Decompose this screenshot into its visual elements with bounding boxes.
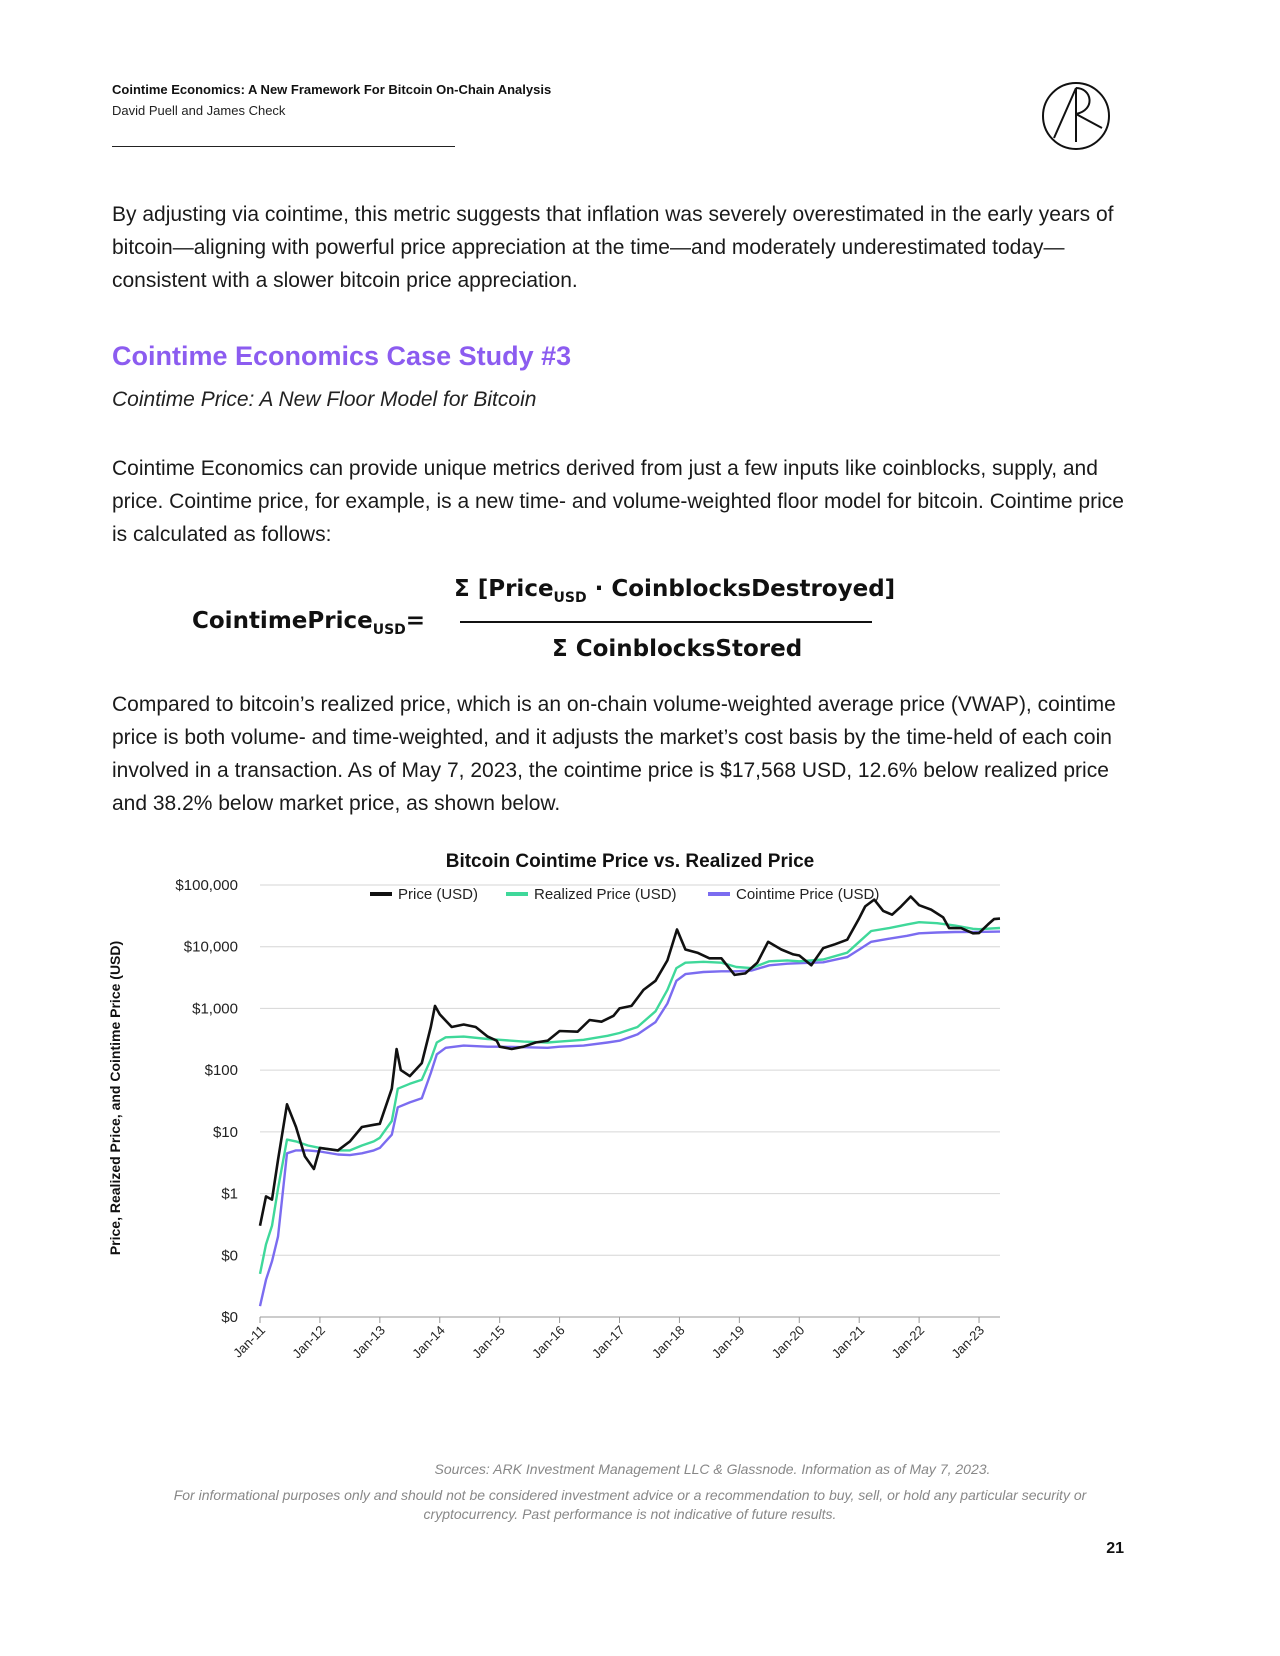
legend-label: Price (USD) bbox=[398, 886, 479, 903]
formula-fraction-bar bbox=[460, 621, 872, 623]
paragraph-realized-comparison: Compared to bitcoin’s realized price, which is an on-chain volume-weighted average price (VWAP), cointime price is both volume- and time-weighted, and it adjusts the market’s cost basis by the time-held of each coin involved in a transaction. As of May 7, 2023, the cointime price is $17,568 USD, 12.6% below realized price and 38.2% below market price, as shown below. bbox=[112, 693, 1116, 815]
chart-gridlines bbox=[260, 885, 1000, 1317]
y-tick-label: $0 bbox=[221, 1309, 238, 1326]
y-tick-label: $10,000 bbox=[183, 938, 238, 956]
page-number: 21 bbox=[1106, 1540, 1124, 1557]
y-axis-ticks bbox=[175, 877, 238, 1326]
chart-series bbox=[260, 897, 1000, 1307]
disclaimer: For informational purposes only and should not be considered investment advice or a recommendation to buy, sell, or hold any particular security or cryptocurrency. Past performance is not indicative of future results. bbox=[173, 1487, 1087, 1522]
formula-lhs-subscript: USD bbox=[372, 622, 406, 638]
y-tick-label: $1,000 bbox=[192, 1000, 238, 1018]
chart-legend bbox=[370, 886, 879, 903]
paragraph-inflation: By adjusting via cointime, this metric suggests that inflation was severely overestimated in the early years of bitcoin—aligning with powerful price appreciation at the time—and moderately underestimated today—consistent with a slower bitcoin price appreciation. bbox=[112, 203, 1114, 292]
y-tick-label: $0 bbox=[221, 1247, 238, 1265]
x-tick-label: Jan-23 bbox=[948, 1322, 988, 1362]
x-tick-label: Jan-13 bbox=[349, 1322, 388, 1362]
formula-lhs-text: CointimePrice bbox=[192, 608, 373, 634]
formula-lhs bbox=[192, 608, 426, 638]
x-axis bbox=[230, 1317, 1000, 1361]
x-tick-label: Jan-21 bbox=[828, 1322, 868, 1362]
cointime-price-formula bbox=[0, 570, 1280, 670]
y-tick-label: $1 bbox=[221, 1185, 238, 1203]
document-title: Cointime Economics: A New Framework For Bitcoin On-Chain Analysis bbox=[112, 82, 552, 97]
series-line-cointime-price-usd bbox=[260, 932, 1000, 1307]
x-tick-label: Jan-20 bbox=[768, 1322, 808, 1362]
header-rule bbox=[112, 146, 455, 147]
x-tick-label: Jan-14 bbox=[409, 1322, 448, 1362]
x-tick-label: Jan-15 bbox=[469, 1322, 508, 1362]
x-tick-label: Jan-18 bbox=[648, 1322, 688, 1362]
x-tick-label: Jan-12 bbox=[289, 1322, 329, 1362]
paragraph-cointime-intro: Cointime Economics can provide unique metrics derived from just a few inputs like coinblocks, supply, and price. Cointime price, for example, is a new time- and volume-weighted floor model for bitcoin. Cointime price is calculated as follows: bbox=[112, 457, 1124, 546]
formula-num-prefix: Σ [Price bbox=[454, 576, 554, 602]
formula-num-subscript: USD bbox=[553, 590, 587, 606]
document-authors: David Puell and James Check bbox=[112, 103, 286, 118]
formula-numerator bbox=[454, 576, 896, 606]
x-tick-label: Jan-11 bbox=[230, 1322, 269, 1361]
x-tick-label: Jan-19 bbox=[708, 1322, 748, 1362]
formula-equals: = bbox=[405, 608, 426, 634]
series-line-price-usd bbox=[260, 897, 1000, 1226]
y-tick-label: $10 bbox=[212, 1123, 238, 1141]
formula-denominator: Σ CoinblocksStored bbox=[552, 636, 803, 662]
case-study-subheading: Cointime Price: A New Floor Model for Bitcoin bbox=[112, 388, 537, 411]
x-tick-label: Jan-16 bbox=[529, 1322, 568, 1362]
y-axis-label: Price, Realized Price, and Cointime Price (USD) bbox=[107, 940, 123, 1256]
chart-sources: Sources: ARK Investment Management LLC & Glassnode. Information as of May 7, 2023. bbox=[434, 1461, 991, 1477]
cointime-price-chart bbox=[100, 840, 1100, 1460]
formula-num-suffix: · CoinblocksDestroyed] bbox=[586, 576, 896, 602]
y-tick-label: $100 bbox=[204, 1062, 238, 1080]
series-line-realized-price-usd bbox=[260, 922, 1000, 1274]
x-tick-label: Jan-17 bbox=[588, 1322, 628, 1362]
chart-title: Bitcoin Cointime Price vs. Realized Price bbox=[445, 851, 815, 872]
y-tick-label: $100,000 bbox=[175, 877, 238, 894]
legend-label: Realized Price (USD) bbox=[534, 886, 677, 903]
ark-logo-icon bbox=[1040, 80, 1112, 152]
legend-label: Cointime Price (USD) bbox=[736, 886, 880, 903]
case-study-heading: Cointime Economics Case Study #3 bbox=[112, 341, 572, 371]
x-tick-label: Jan-22 bbox=[888, 1322, 928, 1362]
